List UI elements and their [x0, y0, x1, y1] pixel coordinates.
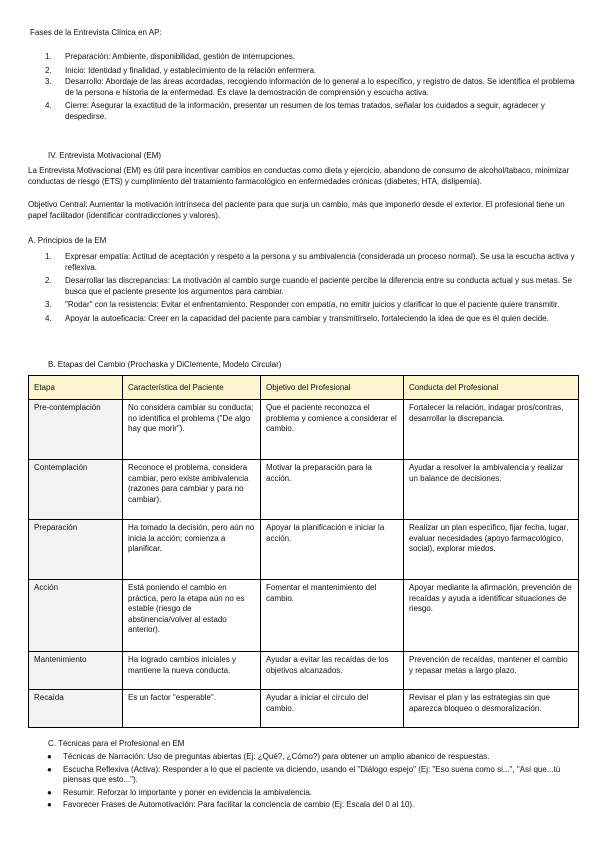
table-cell: Ayudar a evitar las recaídas de los objetivos alcanzados.	[261, 652, 404, 690]
stages-heading: B. Etapas del Cambio (Prochaska y DiClemente, Modelo Circular)	[48, 360, 282, 369]
table-cell: No considera cambiar su conducta; no identifica el problema ("De algo hay que morir").	[123, 400, 261, 460]
stage-cell: Pre-contemplación	[29, 400, 123, 460]
stage-cell: Acción	[29, 580, 123, 652]
table-cell: Está poniendo el cambio en práctica, pero la etapa aún no es estable (riesgo de abstinencia/volver al estado anterior).	[123, 580, 261, 652]
table-cell: Ha logrado cambios iniciales y mantiene la nueva conducta.	[123, 652, 261, 690]
phases-title: Fases de la Entrevista Clínica en AP:	[30, 28, 162, 37]
table-cell: Apoyar mediante la afirmación, prevención de recaídas y ayuda a identificar situaciones de riesgo.	[404, 580, 579, 652]
motivational-intro: La Entrevista Motivacional (EM) es útil para incentivar cambios en conductas como dieta y ejercicio, abandono de consumo de alcohol/tabaco, minimizar conductas de riesgo (ETS) y cumplimiento del tratamiento farmacológico en enfermedades crónicas (diabetes, HTA, dislipemia).	[28, 166, 570, 186]
table-cell: Realizar un plan específico, fijar fecha, lugar, evaluar necesidades (apoyo farmacológico, social), explorar miedos.	[404, 520, 579, 580]
table-cell: Es un factor "esperable".	[123, 690, 261, 728]
list-item: ● Resumir: Reforzar lo importante y poner en evidencia la ambivalencia.	[47, 787, 313, 797]
list-item: 1. Expresar empatía: Actitud de aceptación y respeto a la persona y su ambivalencia (considerada un proceso normal). Se usa la escucha activa y reflexiva.	[45, 252, 575, 272]
table-cell: Motivar la preparación para la acción.	[261, 460, 404, 520]
list-item: 1. Preparación: Ambiente, disponibilidad, gestión de interrupciones.	[45, 52, 295, 61]
column-header: Conducta del Profesional	[404, 376, 579, 400]
column-header: Característica del Paciente	[123, 376, 261, 400]
table-row	[29, 652, 579, 690]
list-item: 2. Inicio: Identidad y finalidad, y establecimiento de la relación enfermera.	[45, 65, 317, 75]
list-item: 4. Cierre: Asegurar la exactitud de la información, presentar un resumen de los temas tratados, señalar los cuidados a seguir, agradecer y despedirse.	[45, 101, 545, 121]
table-cell: Reconoce el problema, considera cambiar, pero existe ambivalencia (razones para cambiar y para no cambiar).	[123, 460, 261, 520]
table-row	[29, 520, 579, 580]
table-cell: Fortalecer la relación, indagar pros/contras, desarrollar la discrepancia.	[404, 400, 579, 460]
table-row	[29, 460, 579, 520]
bullet-icon: ●	[47, 752, 52, 761]
table-cell: Ayudar a iniciar el círculo del cambio.	[261, 690, 404, 728]
stage-cell: Preparación	[29, 520, 123, 580]
list-item: ● Favorecer Frases de Automotivación: Para facilitar la conciencia de cambio (Ej: Escala del 0 al 10).	[47, 800, 415, 809]
table-cell: Fomentar el mantenimiento del cambio.	[261, 580, 404, 652]
column-header: Objetivo del Profesional	[261, 376, 404, 400]
list-item: ● Escucha Reflexiva (Activa): Responder a lo que el paciente va diciendo, usando el "Diálogo espejo" (Ej: "Eso suena como si...", "Así que...tú piensas que esto...").	[47, 764, 561, 784]
stage-cell: Recaída	[29, 690, 123, 728]
principles-list	[45, 252, 575, 327]
list-item: 3. Desarrollo: Abordaje de las áreas acordadas, recogiendo información de lo general a lo específico, y registro de datos. Se identifica el problema de la persona e historia de la enfermedad. Es clave la demostración de comprensión y escucha activa.	[45, 77, 575, 97]
bullet-icon: ●	[47, 764, 52, 774]
bullet-icon: ●	[47, 800, 52, 809]
stages-table	[28, 375, 579, 728]
bullet-icon: ●	[47, 787, 52, 797]
table-row	[29, 400, 579, 460]
table-cell: Prevención de recaídas, mantener el cambio y repasar metas a largo plazo.	[404, 652, 579, 690]
list-item: 4. Apoyar la autoeficacia: Creer en la capacidad del paciente para cambiar y transmitírselo, fortaleciendo la idea de que es él quien decide.	[45, 313, 549, 323]
list-item: ● Técnicas de Narración: Uso de preguntas abiertas (Ej: ¿Qué?, ¿Cómo?) para obtener un amplio abanico de respuestas.	[47, 752, 490, 761]
list-item: 3. "Rodar" con la resistencia: Evitar el enfrentamiento. Responder con empatía, no emitir juicios y clarificar lo que el paciente quiere transmitir.	[45, 300, 560, 309]
table-cell: Ha tomado la decisión, pero aún no inicia la acción; comienza a planificar.	[123, 520, 261, 580]
table-row	[29, 690, 579, 728]
techniques-list	[45, 752, 575, 813]
table-cell: Apoyar la planificación e iniciar la acción.	[261, 520, 404, 580]
table-row	[29, 580, 579, 652]
list-item: 2. Desarrollar las discrepancias: La motivación al cambio surge cuando el paciente percibe la diferencia entre su conducta actual y sus metas. Se busca que el paciente presente los argumentos para cambiar.	[45, 276, 572, 296]
motivational-objective: Objetivo Central: Aumentar la motivación intrínseca del paciente para que surja un cambio, más que imponerlo desde el exterior. El profesional tiene un papel facilitador (identificar contradicciones y valores).	[28, 200, 565, 220]
section-heading-motivational: IV. Entrevista Motivacional (EM)	[48, 151, 162, 160]
techniques-heading: C. Técnicas para el Profesional en EM	[48, 739, 185, 748]
stage-cell: Contemplación	[29, 460, 123, 520]
stage-cell: Mantenimiento	[29, 652, 123, 690]
table-cell: Ayudar a resolver la ambivalencia y realizar un balance de decisiones.	[404, 460, 579, 520]
column-header: Etapa	[29, 376, 123, 400]
principles-heading: A. Principios de la EM	[28, 236, 107, 245]
table-cell: Revisar el plan y las estrategias sin que aparezca bloqueo o desmoralización.	[404, 690, 579, 728]
table-cell: Que el paciente reconozca el problema y comience a considerar el cambio.	[261, 400, 404, 460]
phases-list	[45, 52, 575, 125]
table-header-row	[29, 376, 579, 400]
